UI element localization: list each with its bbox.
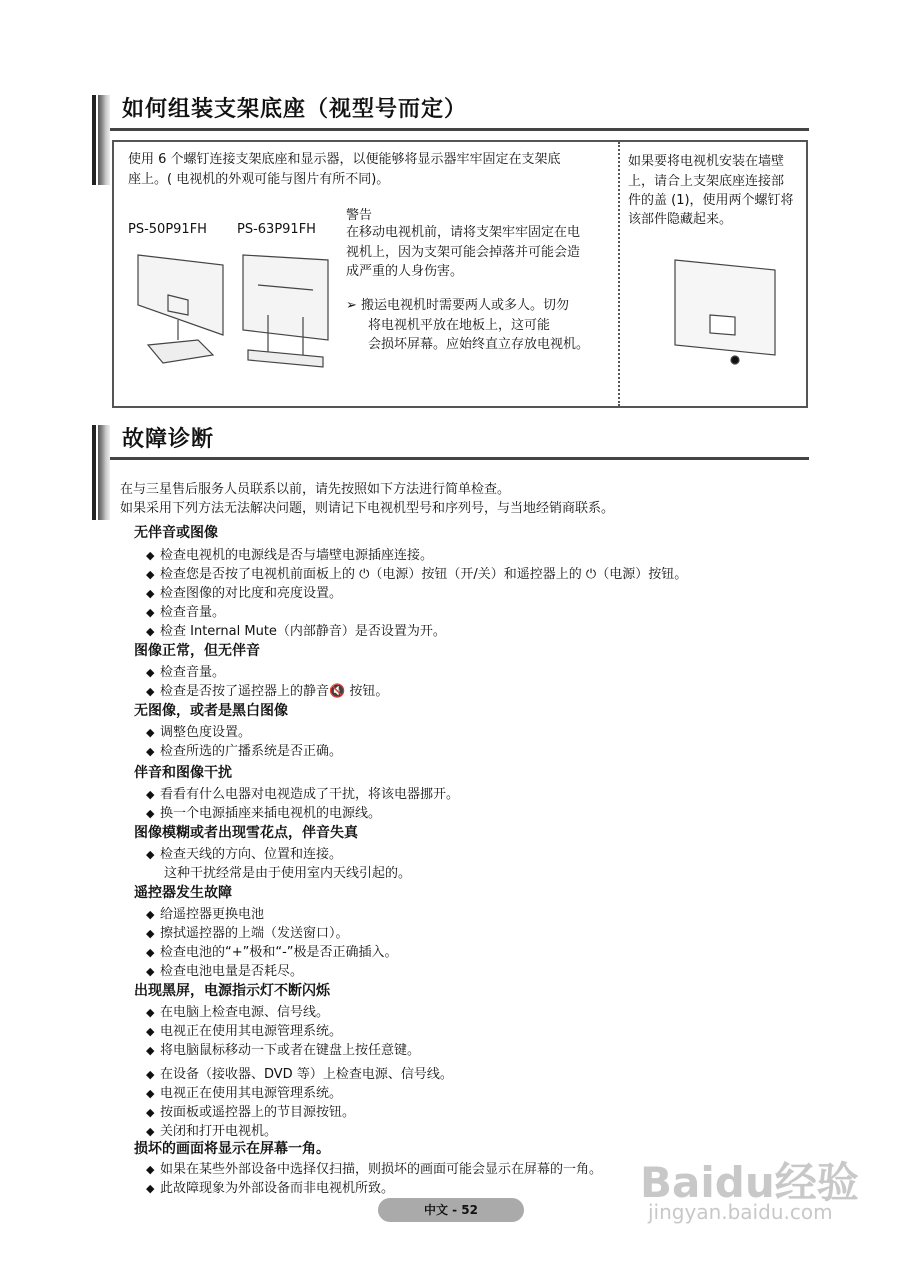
section-title-troubleshoot: 故障诊断 — [122, 427, 215, 452]
check-item-text: 给遥控器更换电池 — [160, 907, 265, 922]
stand-illustration — [128, 245, 338, 385]
bullet-icon: ◆ — [146, 927, 155, 940]
bullet-icon: ◆ — [146, 568, 155, 581]
model-label-1: PS-50P91FH — [128, 222, 207, 237]
section-title-stand: 如何组装支架底座（视型号而定） — [122, 97, 468, 122]
check-item — [146, 1063, 453, 1082]
watermark-logo: Baidu经验 — [640, 1158, 859, 1207]
check-item — [146, 903, 264, 922]
wall-mount-illustration — [670, 255, 780, 365]
category-heading: 图像正常，但无伴音 — [134, 643, 260, 659]
check-item-text: 检查天线的方向、位置和连接。 — [160, 847, 343, 862]
bullet-icon: ◆ — [146, 1044, 155, 1057]
check-item-text: 检查您是否按了电视机前面板上的 ⏻（电源）按钮（开/关）和遥控器上的 ⏻（电源）按钮。 — [160, 567, 688, 582]
check-item — [146, 1082, 342, 1101]
bullet-icon: ◆ — [146, 1163, 155, 1176]
category-heading: 损坏的画面将显示在屏幕一角。 — [134, 1141, 330, 1157]
check-item — [146, 922, 349, 941]
check-item — [146, 620, 446, 639]
category-heading: 出现黑屏，电源指示灯不断闪烁 — [134, 983, 330, 999]
check-item-text: 检查音量。 — [160, 665, 226, 680]
note-line-3: 会损坏屏幕。应始终直立存放电视机。 — [368, 337, 590, 352]
check-item-text: 如果在某些外部设备中选择仅扫描，则损坏的画面可能会显示在屏幕的一角。 — [160, 1162, 603, 1177]
check-item — [146, 601, 225, 620]
check-item — [146, 582, 342, 601]
bullet-icon: ◆ — [146, 1006, 155, 1019]
category-heading: 伴音和图像干扰 — [134, 765, 232, 781]
check-item — [146, 1120, 277, 1139]
bullet-icon: ◆ — [146, 1068, 155, 1081]
bullet-icon: ◆ — [146, 908, 155, 921]
check-item-text: 检查所选的广播系统是否正确。 — [160, 744, 343, 759]
intro-p1: 在与三星售后服务人员联系以前，请先按照如下方法进行简单检查。 — [120, 482, 511, 497]
bullet-icon: ◆ — [146, 606, 155, 619]
bullet-icon: ◆ — [146, 745, 155, 758]
intro-line-1: 使用 6 个螺钉连接支架底座和显示器，以便能够将显示器牢牢固定在支架底 — [128, 152, 561, 167]
bullet-icon: ◆ — [146, 1125, 155, 1138]
bullet-icon: ◆ — [146, 807, 155, 820]
check-item-text: 调整色度设置。 — [160, 725, 252, 740]
warning-line-2: 视机上，因为支架可能会掉落并可能会造 — [346, 245, 581, 260]
bullet-icon: ◆ — [146, 685, 155, 698]
check-item-text: 电视正在使用其电源管理系统。 — [160, 1086, 343, 1101]
check-item-text: 关闭和打开电视机。 — [160, 1124, 278, 1139]
check-item-text: 换一个电源插座来插电视机的电源线。 — [160, 806, 382, 821]
side-line-2: 上，请合上支架底座连接部 — [628, 174, 785, 189]
check-item — [146, 1020, 342, 1039]
category-heading: 遥控器发生故障 — [134, 885, 232, 901]
check-item — [146, 960, 303, 979]
category-heading: 无图像，或者是黑白图像 — [134, 703, 288, 719]
check-item-text: 检查电视机的电源线是否与墙壁电源插座连接。 — [160, 548, 434, 563]
check-item-text: 检查 Internal Mute（内部静音）是否设置为开。 — [160, 624, 446, 639]
bullet-icon: ◆ — [146, 549, 155, 562]
model-label-2: PS-63P91FH — [237, 222, 316, 237]
check-item — [146, 843, 342, 862]
check-item — [146, 740, 342, 759]
bullet-icon: ◆ — [146, 666, 155, 679]
intro-p2: 如果采用下列方法无法解决问题，则请记下电视机型号和序列号，与当地经销商联系。 — [120, 501, 615, 516]
check-item-text: 检查图像的对比度和亮度设置。 — [160, 586, 343, 601]
bullet-icon: ◆ — [146, 1087, 155, 1100]
check-item — [146, 1001, 329, 1020]
bullet-icon: ◆ — [146, 625, 155, 638]
bullet-icon: ◆ — [146, 1025, 155, 1038]
note-line-1: ➢ 搬运电视机时需要两人或多人。切勿 — [346, 298, 570, 313]
section-bar — [92, 95, 110, 185]
check-item-text: 按面板或遥控器上的节目源按钮。 — [160, 1105, 356, 1120]
check-item — [146, 563, 687, 582]
check-item-text: 看看有什么电器对电视造成了干扰，将该电器挪开。 — [160, 787, 460, 802]
dotted-divider — [618, 142, 620, 406]
section-bar — [92, 425, 110, 520]
check-item-text: 电视正在使用其电源管理系统。 — [160, 1024, 343, 1039]
check-item-text: 检查电池的“+”极和“-”极是否正确插入。 — [160, 945, 398, 960]
check-item — [146, 1177, 394, 1196]
check-item-text: 在设备（接收器、DVD 等）上检查电源、信号线。 — [160, 1067, 453, 1082]
warning-line-3: 成严重的人身伤害。 — [346, 264, 464, 279]
check-item-text: 检查是否按了遥控器上的静音🔇 按钮。 — [160, 684, 389, 699]
check-item — [146, 1039, 420, 1058]
side-line-1: 如果要将电视机安装在墙壁 — [628, 154, 785, 169]
section-rule — [110, 128, 809, 131]
check-item — [146, 721, 251, 740]
check-item — [146, 802, 381, 821]
warning-line-1: 在移动电视机前，请将支架牢牢固定在电 — [346, 225, 581, 240]
check-item — [146, 661, 225, 680]
bullet-icon: ◆ — [146, 848, 155, 861]
check-item-text: 在电脑上检查电源、信号线。 — [160, 1005, 330, 1020]
bullet-icon: ◆ — [146, 965, 155, 978]
check-item-text: 将电脑鼠标移动一下或者在键盘上按任意键。 — [160, 1043, 421, 1058]
bullet-icon: ◆ — [146, 1106, 155, 1119]
check-item — [146, 783, 459, 802]
section-rule — [110, 457, 809, 460]
check-item — [146, 680, 388, 699]
watermark-url: jingyan.baidu.com — [648, 1200, 833, 1224]
note-line-2: 将电视机平放在地板上，这可能 — [368, 318, 551, 333]
bullet-icon: ◆ — [146, 726, 155, 739]
troubleshoot-intro — [120, 480, 614, 518]
bullet-icon: ◆ — [146, 946, 155, 959]
check-item — [146, 1158, 602, 1177]
side-line-3: 件的盖 (1)，使用两个螺钉将 — [628, 193, 794, 208]
intro-line-2: 座上。( 电视机的外观可能与图片有所不同)。 — [128, 172, 390, 187]
category-heading: 无伴音或图像 — [134, 525, 218, 541]
check-item — [146, 1101, 355, 1120]
page-number-badge: 中文 - 52 — [378, 1198, 524, 1222]
category-heading: 图像模糊或者出现雪花点，伴音失真 — [134, 825, 358, 841]
check-item — [146, 941, 398, 960]
check-item-text: 检查音量。 — [160, 605, 226, 620]
bullet-icon: ◆ — [146, 587, 155, 600]
warning-title: 警告 — [346, 208, 373, 223]
check-item-note: 这种干扰经常是由于使用室内天线引起的。 — [164, 866, 412, 881]
check-item-text: 检查电池电量是否耗尽。 — [160, 964, 304, 979]
side-line-4: 该部件隐藏起来。 — [628, 212, 733, 227]
bullet-icon: ◆ — [146, 788, 155, 801]
check-item-text: 此故障现象为外部设备而非电视机所致。 — [160, 1181, 395, 1196]
check-item — [146, 544, 433, 563]
bullet-icon: ◆ — [146, 1182, 155, 1195]
check-item-text: 擦拭遥控器的上端（发送窗口）。 — [160, 926, 349, 941]
